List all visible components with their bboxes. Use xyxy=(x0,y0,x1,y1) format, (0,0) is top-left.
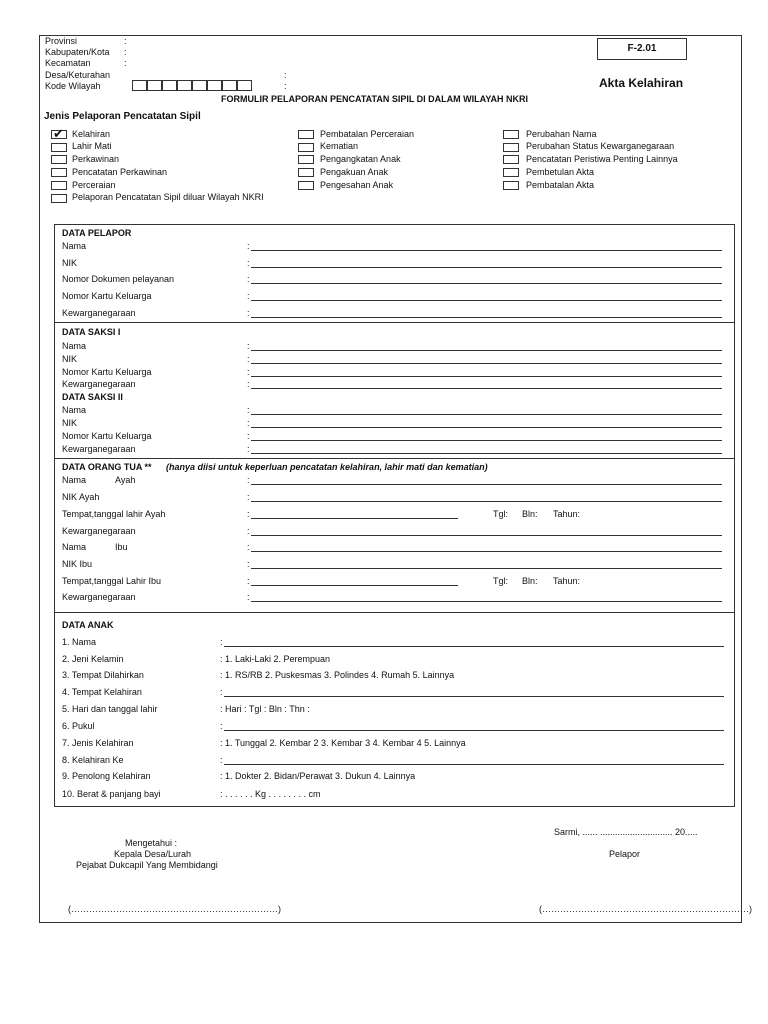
fill-in-line[interactable] xyxy=(251,535,722,536)
section-title: DATA SAKSI I xyxy=(62,327,121,337)
pejabat-label: Pejabat Dukcapil Yang Membidangi xyxy=(76,860,218,870)
colon: : xyxy=(247,379,250,389)
field-label: Kewarganegaraan xyxy=(62,444,136,454)
field-label: 8. Kelahiran Ke xyxy=(62,755,124,765)
colon: : xyxy=(247,274,250,284)
option-label: Pembetulan Akta xyxy=(526,167,595,177)
checkbox-luar-nkri[interactable] xyxy=(51,194,67,203)
colon: : xyxy=(247,341,250,351)
colon: : xyxy=(247,431,250,441)
colon: : xyxy=(247,542,250,552)
field-label: Nama xyxy=(62,475,87,485)
jenis-kelamin-options[interactable]: : 1. Laki-Laki 2. Perempuan xyxy=(220,654,331,664)
colon: : xyxy=(220,687,223,697)
option-label: Pelaporan Pencatatan Sipil diluar Wilayah NKRI xyxy=(72,192,264,202)
section-saksi xyxy=(54,322,735,459)
kode-cell[interactable] xyxy=(132,80,147,91)
option-label: Perubahan Status Kewarganegaraan xyxy=(526,141,675,151)
colon: : xyxy=(247,509,250,519)
option-label: Pencatatan Perkawinan xyxy=(72,167,168,177)
field-label: 2. Jeni Kelamin xyxy=(62,654,124,664)
field-label: NIK xyxy=(62,258,78,268)
fill-in-line[interactable] xyxy=(251,283,722,284)
fill-in-line[interactable] xyxy=(224,730,724,731)
kode-cell[interactable] xyxy=(192,80,207,91)
bln-label: Bln: xyxy=(522,576,538,586)
field-label: Ibu xyxy=(115,542,128,552)
checkbox-pengesahan-anak[interactable] xyxy=(298,181,314,190)
pelapor-label: Pelapor xyxy=(609,849,641,859)
kode-cell[interactable] xyxy=(162,80,177,91)
field-label: 7. Jenis Kelahiran xyxy=(62,738,134,748)
field-label: Kewarganegaraan xyxy=(62,592,136,602)
field-label: Tempat,tanggal Lahir Ibu xyxy=(62,576,162,586)
section-note: (hanya diisi untuk keperluan pencatatan kelahiran, lahir mati dan kematian) xyxy=(166,462,488,472)
field-label: 1. Nama xyxy=(62,637,97,647)
colon: : xyxy=(247,492,250,502)
fill-in-line[interactable] xyxy=(251,427,722,428)
option-label: Kematian xyxy=(320,141,359,151)
field-label: NIK Ibu xyxy=(62,559,93,569)
kode-cell[interactable] xyxy=(222,80,237,91)
option-label: Pencatatan Peristiwa Penting Lainnya xyxy=(526,154,678,164)
colon: : xyxy=(247,291,250,301)
option-label: Kelahiran xyxy=(72,129,111,139)
checkbox-perceraian[interactable] xyxy=(51,181,67,190)
field-label: 3. Tempat Dilahirkan xyxy=(62,670,144,680)
checkbox-perkawinan[interactable] xyxy=(51,155,67,164)
field-label: Nama xyxy=(62,341,87,351)
field-label: NIK Ayah xyxy=(62,492,100,502)
colon: : xyxy=(247,258,250,268)
field-label: Kewarganegaraan xyxy=(62,308,136,318)
colon: : xyxy=(247,576,250,586)
label-kecamatan: Kecamatan xyxy=(45,58,91,68)
colon: : xyxy=(124,47,127,57)
fill-in-line[interactable] xyxy=(251,388,722,389)
fill-in-line[interactable] xyxy=(251,300,722,301)
colon: : xyxy=(247,405,250,415)
field-label: Kewarganegaraan xyxy=(62,526,136,536)
colon: : xyxy=(247,367,250,377)
fill-in-line[interactable] xyxy=(251,601,722,602)
section-title: DATA PELAPOR xyxy=(62,228,132,238)
kode-cell[interactable] xyxy=(207,80,222,91)
field-label: 5. Hari dan tanggal lahir xyxy=(62,704,158,714)
field-label: 10. Berat & panjang bayi xyxy=(62,789,161,799)
form-code: F-2.01 xyxy=(627,43,657,54)
section-title: DATA SAKSI II xyxy=(62,392,123,402)
colon: : xyxy=(247,475,250,485)
tgl-label: Tgl: xyxy=(493,576,509,586)
tahun-label: Tahun: xyxy=(553,576,581,586)
colon: : xyxy=(247,418,250,428)
fill-in-line[interactable] xyxy=(251,453,722,454)
field-label: 9. Penolong Kelahiran xyxy=(62,771,151,781)
fill-in-line[interactable] xyxy=(251,518,458,519)
checkbox-perubahan-nama[interactable] xyxy=(503,130,519,139)
checkbox-peristiwa-lainnya[interactable] xyxy=(503,155,519,164)
fill-in-line[interactable] xyxy=(251,414,722,415)
fill-in-line[interactable] xyxy=(224,764,724,765)
field-label: 6. Pukul xyxy=(62,721,95,731)
fill-in-line[interactable] xyxy=(251,568,722,569)
fill-in-line[interactable] xyxy=(251,317,722,318)
fill-in-line[interactable] xyxy=(251,551,722,552)
fill-in-line[interactable] xyxy=(251,250,722,251)
tempat-options[interactable]: : 1. RS/RB 2. Puskesmas 3. Polindes 4. Rumah 5. Lainnya xyxy=(220,670,455,680)
checkbox-pembetulan-akta[interactable] xyxy=(503,168,519,177)
fill-in-line[interactable] xyxy=(251,376,722,377)
section-title: DATA ANAK xyxy=(62,620,114,630)
colon: : xyxy=(247,444,250,454)
form-title: FORMULIR PELAPORAN PENCATATAN SIPIL DI DALAM WILAYAH NKRI xyxy=(221,94,529,104)
fill-in-line[interactable] xyxy=(251,440,722,441)
option-label: Pembatalan Perceraian xyxy=(320,129,415,139)
signature-left[interactable]: (……………………………………………………………) xyxy=(68,904,281,914)
checkbox-pembatalan-akta[interactable] xyxy=(503,181,519,190)
field-label: Nama xyxy=(62,241,87,251)
fill-in-line[interactable] xyxy=(251,363,722,364)
field-label: Nomor Kartu Keluarga xyxy=(62,431,152,441)
field-label: Nama xyxy=(62,405,87,415)
fill-in-line[interactable] xyxy=(251,267,722,268)
checkbox-kematian[interactable] xyxy=(298,143,314,152)
field-label: 4. Tempat Kelahiran xyxy=(62,687,142,697)
kode-cell[interactable] xyxy=(147,80,162,91)
checkbox-kelahiran[interactable] xyxy=(51,126,67,141)
option-label: Pengangkatan Anak xyxy=(320,154,401,164)
label-kode-wilayah: Kode Wilayah xyxy=(45,81,101,91)
doc-title: Akta Kelahiran xyxy=(599,76,684,90)
kepala-label: Kepala Desa/Lurah xyxy=(114,849,192,859)
field-label: Nomor Kartu Keluarga xyxy=(62,367,152,377)
jenis-kelahiran-options[interactable]: : 1. Tunggal 2. Kembar 2 3. Kembar 3 4. Kembar 4 5. Lainnya xyxy=(220,738,466,748)
checkbox-perubahan-status[interactable] xyxy=(503,143,519,152)
checkbox-pengangkatan-anak[interactable] xyxy=(298,155,314,164)
field-label: NIK xyxy=(62,354,78,364)
fill-in-line[interactable] xyxy=(251,585,458,586)
fill-in-line[interactable] xyxy=(224,646,724,647)
label-kabupaten: Kabupaten/Kota xyxy=(45,47,110,57)
colon: : xyxy=(247,308,250,318)
option-label: Perceraian xyxy=(72,180,116,190)
colon: : xyxy=(247,559,250,569)
colon: : xyxy=(124,36,127,46)
colon: : xyxy=(220,755,223,765)
option-label: Pengesahan Anak xyxy=(320,180,394,190)
place-date: Sarmi, ...... ............................. 20..... xyxy=(554,827,698,837)
kode-cell[interactable] xyxy=(237,80,252,91)
section-title: DATA ORANG TUA ** xyxy=(62,462,152,472)
field-label: Nama xyxy=(62,542,87,552)
fill-in-line[interactable] xyxy=(251,501,722,502)
colon: : xyxy=(247,354,250,364)
option-label: Pengakuan Anak xyxy=(320,167,389,177)
colon: : xyxy=(247,241,250,251)
field-label: Ayah xyxy=(115,475,136,485)
penolong-options[interactable]: : 1. Dokter 2. Bidan/Perawat 3. Dukun 4. Lainnya xyxy=(220,771,416,781)
mengetahui-label: Mengetahui : xyxy=(125,838,178,848)
tahun-label: Tahun: xyxy=(553,509,581,519)
checkbox-lahir-mati[interactable] xyxy=(51,143,67,152)
berat-panjang[interactable]: : . . . . . . Kg . . . . . . . . cm xyxy=(220,789,321,799)
field-label: Nomor Kartu Keluarga xyxy=(62,291,152,301)
fill-in-line[interactable] xyxy=(251,484,722,485)
colon: : xyxy=(220,721,223,731)
option-label: Pembatalan Akta xyxy=(526,180,595,190)
signature-right[interactable]: (……………………………………………………………) xyxy=(539,904,752,914)
label-provinsi: Provinsi xyxy=(45,36,78,46)
checkbox-pengakuan-anak[interactable] xyxy=(298,168,314,177)
option-label: Perkawinan xyxy=(72,154,120,164)
label-desa: Desa/Keturahan xyxy=(45,70,111,80)
jenis-heading: Jenis Pelaporan Pencatatan Sipil xyxy=(44,111,201,122)
colon: : xyxy=(247,526,250,536)
option-label: Perubahan Nama xyxy=(526,129,597,139)
option-label: Lahir Mati xyxy=(72,141,112,151)
colon: : xyxy=(284,81,287,91)
tgl-label: Tgl: xyxy=(493,509,509,519)
field-label: Tempat,tanggal lahir Ayah xyxy=(62,509,166,519)
field-label: Nomor Dokumen pelayanan xyxy=(62,274,175,284)
colon: : xyxy=(284,70,287,80)
kode-cell[interactable] xyxy=(177,80,192,91)
checkbox-pembatalan-perceraian[interactable] xyxy=(298,130,314,139)
hari-tanggal[interactable]: : Hari : Tgl : Bln : Thn : xyxy=(220,704,310,714)
colon: : xyxy=(247,592,250,602)
fill-in-line[interactable] xyxy=(251,350,722,351)
checkbox-pencatatan-perkawinan[interactable] xyxy=(51,168,67,177)
field-label: Kewarganegaraan xyxy=(62,379,136,389)
colon: : xyxy=(220,637,223,647)
field-label: NIK xyxy=(62,418,78,428)
check-mark-icon: ✔ xyxy=(53,126,64,141)
colon: : xyxy=(124,58,127,68)
bln-label: Bln: xyxy=(522,509,538,519)
fill-in-line[interactable] xyxy=(224,696,724,697)
